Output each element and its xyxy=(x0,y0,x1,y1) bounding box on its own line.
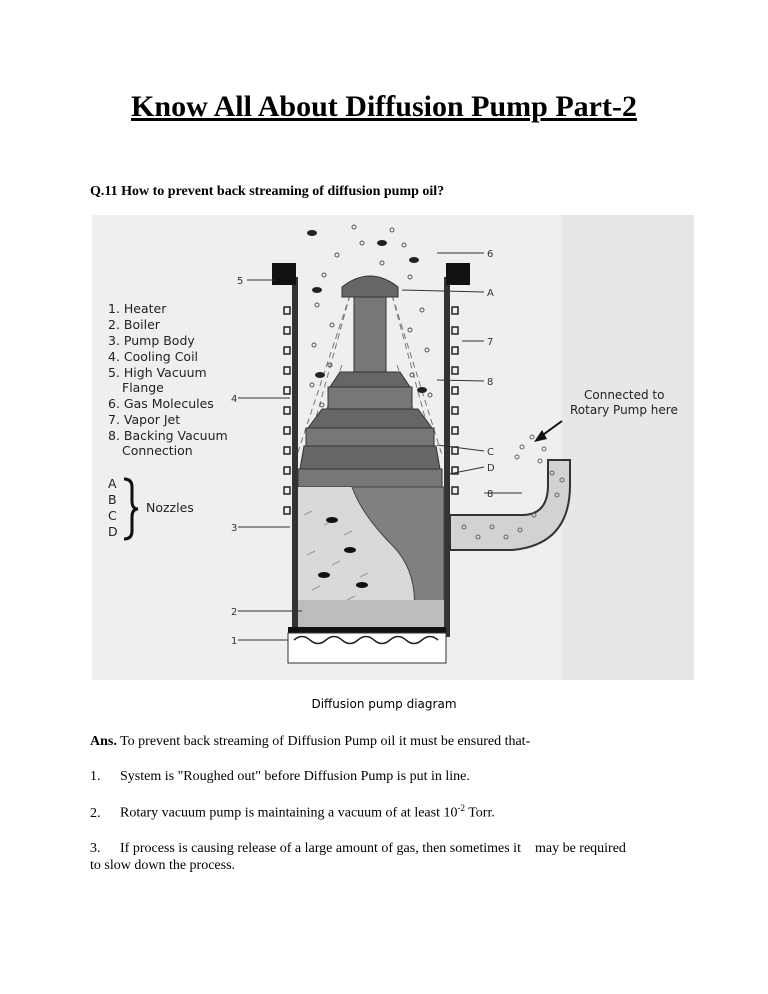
legend-connection: Connection xyxy=(122,443,193,458)
callout-8-bottom: 8 xyxy=(487,489,494,500)
callout-8-top: 8 xyxy=(487,377,494,388)
rotary-pump-label: Rotary Pump here xyxy=(570,403,678,417)
nozzle-letter-a: A xyxy=(108,476,117,491)
answer-intro-text: To prevent back streaming of Diffusion Pump oil it must be ensured that- xyxy=(120,734,531,749)
question-heading: Q.11 How to prevent back streaming of diffusion pump oil? xyxy=(90,184,445,199)
page-title: Know All About Diffusion Pump Part-2 xyxy=(131,90,637,123)
diffusion-pump-diagram xyxy=(92,215,694,680)
list-item xyxy=(90,803,495,822)
list-item-number: 2. xyxy=(90,805,101,821)
list-item-text-end: to slow down the process. xyxy=(90,858,236,873)
callout-c: C xyxy=(487,447,494,458)
legend-cooling-coil: 4. Cooling Coil xyxy=(108,349,199,364)
answer-intro xyxy=(90,734,530,750)
list-item xyxy=(90,769,470,785)
legend-pump-body: 3. Pump Body xyxy=(108,333,195,348)
exponent: -2 xyxy=(457,803,465,813)
list-item-text: Rotary vacuum pump is maintaining a vacuum of at least 10 xyxy=(120,805,458,821)
answer-label: Ans. xyxy=(90,734,117,749)
legend-heater: 1. Heater xyxy=(108,301,167,316)
nozzle-letter-b: B xyxy=(108,492,117,507)
list-item xyxy=(90,840,680,874)
callout-d: D xyxy=(487,463,495,474)
connected-to-label: Connected to xyxy=(584,388,665,402)
callout-7: 7 xyxy=(487,337,494,348)
legend-vapor-jet: 7. Vapor Jet xyxy=(108,412,181,427)
list-item-text-end: Torr. xyxy=(464,805,495,821)
callout-4: 4 xyxy=(231,394,238,405)
legend-flange: Flange xyxy=(122,380,164,395)
nozzle-letter-d: D xyxy=(108,524,118,539)
legend-backing-vacuum: 8. Backing Vacuum xyxy=(108,428,228,443)
list-item-number: 3. xyxy=(90,841,101,856)
callout-2: 2 xyxy=(231,607,238,618)
nozzle-letter-c: C xyxy=(108,508,117,523)
callout-a: A xyxy=(487,288,494,299)
callout-6: 6 xyxy=(487,249,494,260)
list-item-number: 1. xyxy=(90,769,101,784)
legend-gas-molecules: 6. Gas Molecules xyxy=(108,396,214,411)
list-item-text-cont: may be required xyxy=(534,841,626,856)
list-item-text: If process is causing release of a large amount of gas, then sometimes it xyxy=(120,841,521,856)
legend-high-vacuum: 5. High Vacuum xyxy=(108,365,207,380)
legend-boiler: 2. Boiler xyxy=(108,317,160,332)
callout-3: 3 xyxy=(231,523,238,534)
nozzles-label: Nozzles xyxy=(146,500,194,515)
figure-caption: Diffusion pump diagram xyxy=(311,697,457,711)
list-item-text: System is "Roughed out" before Diffusion Pump is put in line. xyxy=(120,769,470,784)
callout-5: 5 xyxy=(237,276,244,287)
callout-1: 1 xyxy=(231,636,238,647)
